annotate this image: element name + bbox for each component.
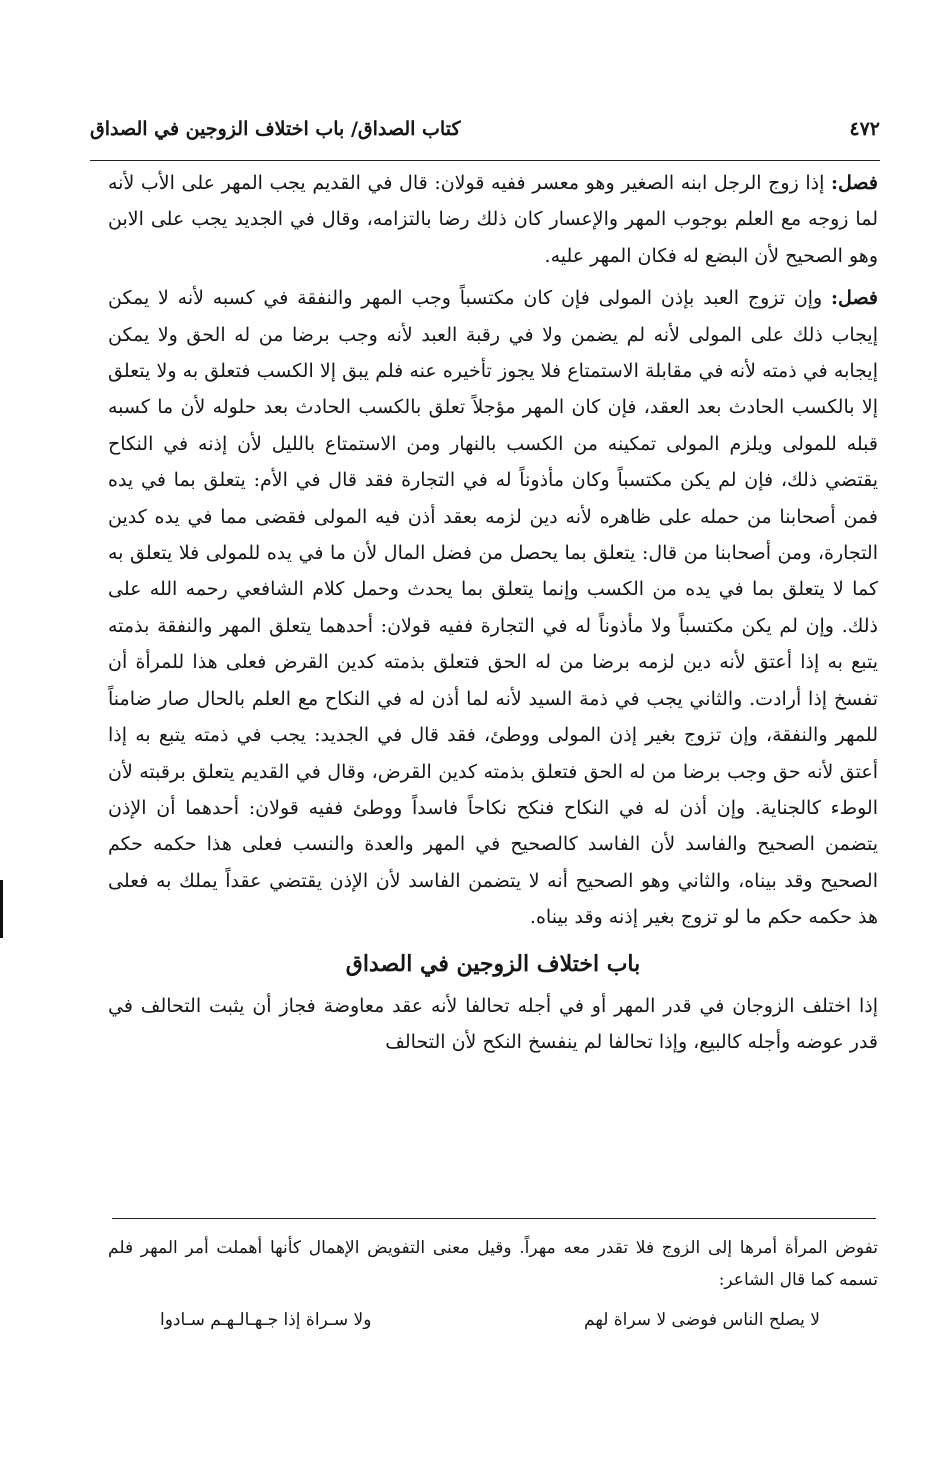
- chapter-heading: باب اختلاف الزوجين في الصداق: [345, 950, 641, 977]
- scan-margin-mark: [0, 880, 3, 938]
- verse-first-hemistich: لا يصلح الناس فوضى لا سراة لهم: [584, 1310, 820, 1330]
- chapter-paragraph: إذا اختلف الزوجان في قدر المهر أو في أجله تحالفا لأنه عقد معاوضة فجاز أن يثبت التحالف في قدر عوضه وأجله كالبيع، وإذا تحالفا لم ينفسخ النكح لأن التحالف: [108, 994, 878, 1053]
- footnote: [108, 1232, 878, 1296]
- header-divider: [90, 160, 880, 161]
- section-paragraph: [108, 280, 878, 935]
- poetry-verse: [160, 1310, 820, 1344]
- running-title: كتاب الصداق/ باب اختلاف الزوجين في الصداق: [90, 118, 461, 140]
- section-text: إذا زوج الرجل ابنه الصغير وهو معسر ففيه قولان: قال في القديم يجب المهر على الأب لأنه لما زوجه مع العلم بوجوب المهر والإعسار كان ذلك رضا بالتزامه، وقال في الجديد يجب على الابن وهو الصحيح لأن البضع له فكان المهر عليه.: [108, 172, 878, 267]
- footnote-text: تفوض المرأة أمرها إلى الزوج فلا تقدر معه مهراً. وقيل معنى التفويض الإهمال كأنها أهملت أمر المهر فلم تسمه كما قال الشاعر:: [108, 1238, 878, 1290]
- section-paragraph: [108, 165, 878, 274]
- main-text: [108, 165, 878, 1060]
- page-header: [90, 118, 880, 154]
- footnote-divider: [112, 1218, 876, 1219]
- section-label: فصل:: [831, 287, 879, 310]
- section-text: وإن تزوج العبد بإذن المولى فإن كان مكتسباً وجب المهر والنفقة في كسبه لأنه لا يمكن إيجاب ذلك على المولى لأنه لم يضمن ولا في رقبة العبد لأنه وجب برضا من له الحق ولا يمكن إيجابه في ذمته لأنه في مقابلة الاستمتاع فلا يجوز تأخيره عنه فلم يبق إلا الكسب فتعلق به ولا يتعلق إلا بالكسب الحادث بعد العقد، فإن كان المهر مؤجلاً تعلق بالكسب الحادث بعد حلوله لأن ما كسبه قبله للمولى ويلزم المولى تمكينه من الكسب بالنهار ومن الاستمتاع بالليل لأن إذنه في النكاح يقتضي ذلك، فإن لم يكن مكتسباً وكان مأذوناً له في التجارة فقد قال في الأم: يتعلق بما في يده فمن أصحابنا من حمله على ظاهره لأنه دين لزمه بعقد أذن فيه المولى فقضى مما في يده كدين التجارة، ومن أصحابنا من قال: يتعلق بما يحصل من فضل المال لأن ما في يده للمولى فلا يتعلق به كما لا يتعلق بما في يده من الكسب وإنما يتعلق بما يحدث وحمل كلام الشافعي رحمه الله على ذلك. وإن لم يكن مكتسباً ولا مأذوناً له في التجارة ففيه قولان: أحدهما يتعلق المهر والنفقة بذمته يتبع به إذا أعتق لأنه دين لزمه برضا من له الحق فتعلق بذمته كدين القرض فعلى هذا للمرأة أن تفسخ إذا أرادت. والثاني يجب في ذمة السيد لأنه لما أذن له في النكاح مع العلم بالحال صار ضامناً للمهر والنفقة، وإن تزوج بغير إذن المولى ووطئ، فقد قال في الجديد: يجب في ذمته يتبع به إذا أعتق لأنه حق وجب برضا من له الحق فتعلق بذمته كدين القرض، وقال في القديم يتعلق برقبته لأن الوطء كالجناية. وإن أذن له في النكاح فنكح نكاحاً فاسداً ووطئ ففيه قولان: أحدهما أن الإذن يتضمن الصحيح والفاسد لأن الفاسد كالصحيح في المهر والعدة والنسب فعلى هذا حكمه حكم الصحيح وقد بيناه، والثاني وهو الصحيح أنه لا يتضمن الفاسد لأن الإذن يقتضي عقداً يملك به فعلى هذ حكمه حكم ما لو تزوج بغير إذنه وقد بيناه.: [108, 287, 878, 929]
- section-label: فصل:: [831, 172, 878, 194]
- page-number: ٤٧٢: [849, 118, 880, 140]
- verse-second-hemistich: ولا سـراة إذا جـهـالـهـم سـادوا: [160, 1310, 372, 1330]
